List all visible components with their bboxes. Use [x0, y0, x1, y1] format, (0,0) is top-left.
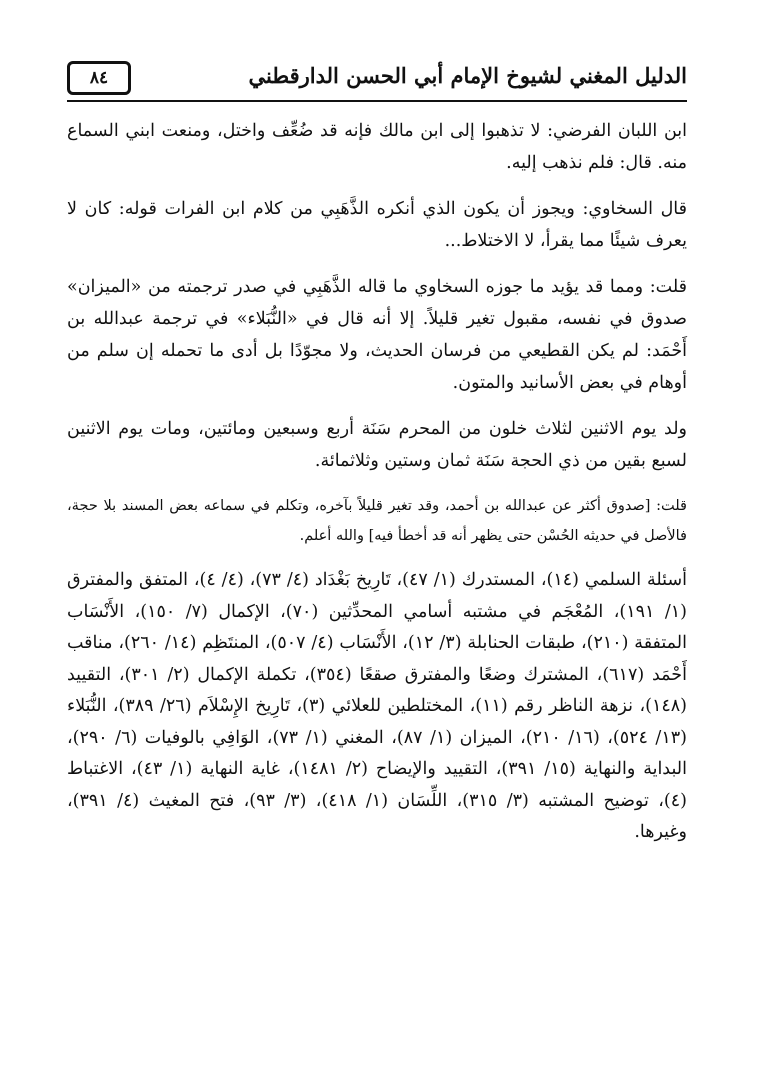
page-number: ٨٤ — [67, 61, 131, 95]
header-rule — [67, 100, 687, 102]
paragraph-3: قلت: ومما قد يؤيد ما جوزه السخاوي ما قاله الذَّهَبِي في صدر ترجمته من «الميزان» صدوق في نفسه، مقبول تغير قليلاً. إلا أنه قال في «النُّبَلاء» في ترجمة عبدالله بن أَحْمَد: لم يكن القطيعي من فرسان الحديث، ولا مجوّدًا بل أدى ما تحمله إن سلم من أوهام في بعض الأسانيد والمتون. — [67, 277, 687, 393]
page-header — [67, 55, 687, 107]
author-note: قلت: [صدوق أكثر عن عبدالله بن أحمد، وقد تغير قليلاً بآخره، وتكلم في سماعه بعض المسند بلا حجة، فالأصل في حديثه الحُسْن حتى يظهر أنه قد أخطأ فيه] والله أعلم. — [67, 498, 687, 544]
references-paragraph: أسئلة السلمي (١٤)، المستدرك (١/ ٤٧)، تَارِيخ بَغْدَاد (٤/ ٧٣)، (٤/ ٤)، المتفق والمفترق (١/ ١٩١)، المُعْجَم في مشتبه أسامي المحدِّثين (٧٠)، الإكمال (٧/ ١٥٠)، الأَنْسَاب المتفقة (٢١٠)، طبقات الحنابلة (٣/ ١٢)، الأَنْسَاب (٤/ ٥٠٧)، المنتَظِم (١٤/ ٢٦٠)، مناقب أَحْمَد (٦١٧)، المشترك وضعًا والمفترق صقعًا (٣٥٤)، تكملة الإكمال (٢/ ٣٠١)، التقييد (١٤٨)، نزهة الناظر رقم (١١)، المختلطين للعلائي (٣)، تَارِيخ الإِسْلاَم (٢٦/ ٣٨٩)، النُّبَلاء (١٣/ ٥٢٤)، (١٦/ ٢١٠)، الميزان (١/ ٨٧)، المغني (١/ ٧٣)، الوَافِي بالوفيات (٦/ ٢٩٠)، البداية والنهاية (١٥/ ٣٩١)، التقييد والإيضاح (٢/ ١٤٨١)، غاية النهاية (١/ ٤٣)، الاغتباط (٤)، توضيح المشتبه (٣/ ٣١٥)، اللِّسَان (١/ ٤١٨)، (٣/ ٩٣)، فتح المغيث (٤/ ٣٩١)، وغيرها. — [67, 570, 687, 842]
page-body — [67, 115, 687, 863]
running-title: الدليل المغني لشيوخ الإمام أبي الحسن الدارقطني — [248, 63, 687, 88]
paragraph-1: ابن اللبان الفرضي: لا تذهبوا إلى ابن مالك فإنه قد ضُعِّف واختل، ومنعت ابني السماع منه. قال: فلم نذهب إليه. — [67, 121, 687, 173]
paragraph-2: قال السخاوي: ويجوز أن يكون الذي أنكره الذَّهَبِي من كلام ابن الفرات قوله: كان لا يعرف شيئًا مما يقرأ، لا الاختلاط... — [67, 199, 687, 251]
paragraph-4: ولد يوم الاثنين لثلاث خلون من المحرم سَنَة أربع وسبعين ومائتين، ومات يوم الاثنين لسبع بقين من ذي الحجة سَنَة ثمان وستين وثلاثمائة. — [67, 419, 687, 471]
